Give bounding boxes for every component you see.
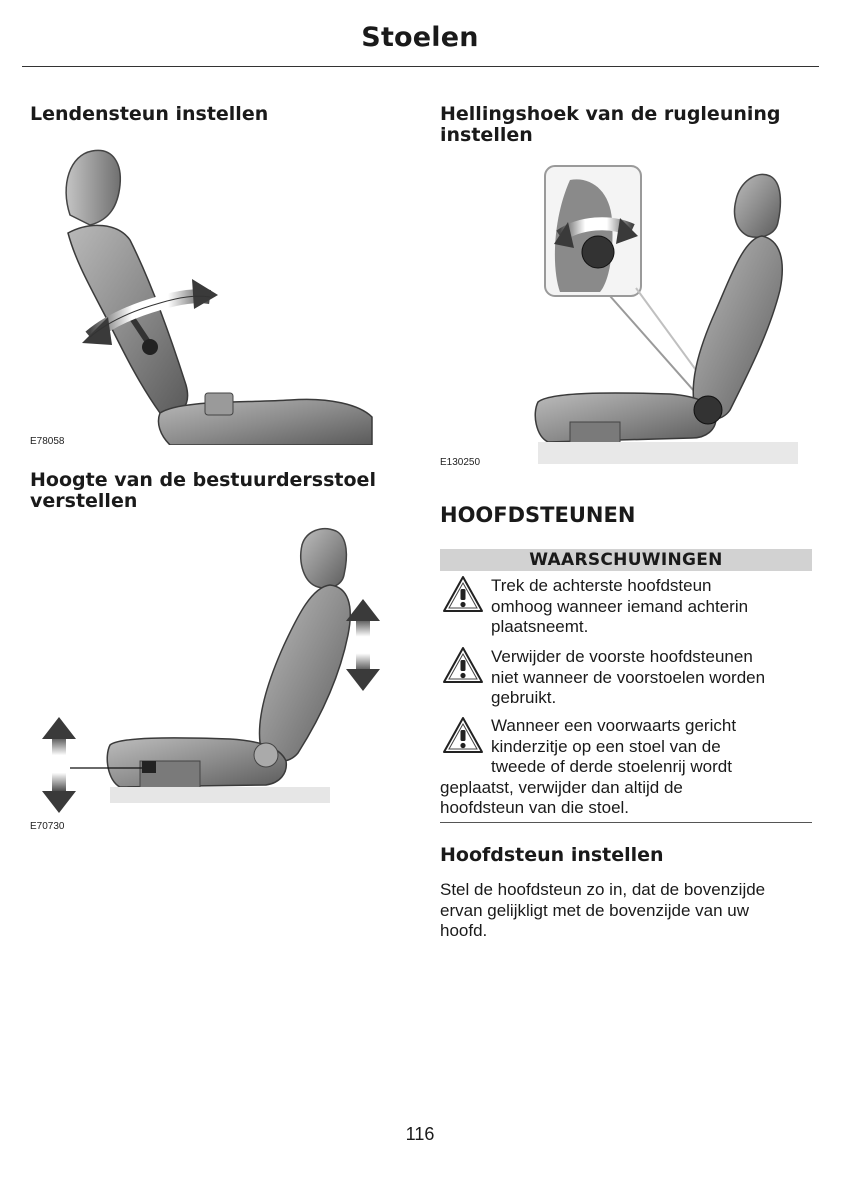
warning-text-2-line1: Verwijder de voorste hoofdsteunen <box>491 647 753 666</box>
backrest-angle-illustration <box>440 160 812 470</box>
figure-code: E130250 <box>440 457 481 468</box>
warning-text-2-line2: niet wanneer de voorstoelen worden <box>491 667 766 687</box>
warning-text-3-line1: Wanneer een voorwaarts gericht <box>491 716 737 735</box>
warning-text-3-line3: tweede of derde stoelenrij wordt <box>491 757 732 776</box>
headrests-heading: HOOFDSTEUNEN <box>440 503 636 527</box>
seat-height-heading-line2: verstellen <box>30 490 138 512</box>
warning-text-3-line2: kinderzitje op een stoel van de <box>491 736 721 756</box>
warnings-end-divider <box>440 822 812 823</box>
backrest-angle-heading-line1: Hellingshoek van de rugleuning <box>440 103 781 125</box>
page-number: 116 <box>405 1124 435 1144</box>
page-title: Stoelen <box>361 22 479 53</box>
warning-triangle-icon <box>442 715 484 755</box>
warning-text-1-line2: omhoog wanneer iemand achterin <box>491 596 749 616</box>
figure-code: E70730 <box>30 821 65 832</box>
warning-text-3-line4: geplaatst, verwijder dan altijd de <box>440 777 683 797</box>
headrest-adjust-heading: Hoofdsteun instellen <box>440 844 664 866</box>
warnings-header: WAARSCHUWINGEN <box>440 549 812 571</box>
warning-text-1-line1: Trek de achterste hoofdsteun <box>491 576 712 595</box>
seat-height-heading-line1: Hoogte van de bestuurdersstoel <box>30 469 376 491</box>
lumbar-support-illustration <box>30 145 400 445</box>
figure-code: E78058 <box>30 436 65 447</box>
paragraph-line3: hoofd. <box>440 921 488 940</box>
warning-triangle-icon <box>442 574 484 614</box>
paragraph-line2: ervan gelijkligt met de bovenzijde van uw <box>440 900 750 920</box>
warning-text-2-line3: gebruikt. <box>491 688 557 707</box>
lumbar-support-heading: Lendensteun instellen <box>30 103 269 125</box>
title-divider <box>22 66 819 67</box>
paragraph-line1: Stel de hoofdsteun zo in, dat de bovenzijde <box>440 880 766 899</box>
backrest-angle-heading-line2: instellen <box>440 124 533 146</box>
seat-height-illustration <box>30 525 400 815</box>
warning-triangle-icon <box>442 645 484 685</box>
warning-text-3-line5: hoofdsteun van die stoel. <box>440 798 630 817</box>
warning-text-1-line3: plaatsneemt. <box>491 617 589 636</box>
